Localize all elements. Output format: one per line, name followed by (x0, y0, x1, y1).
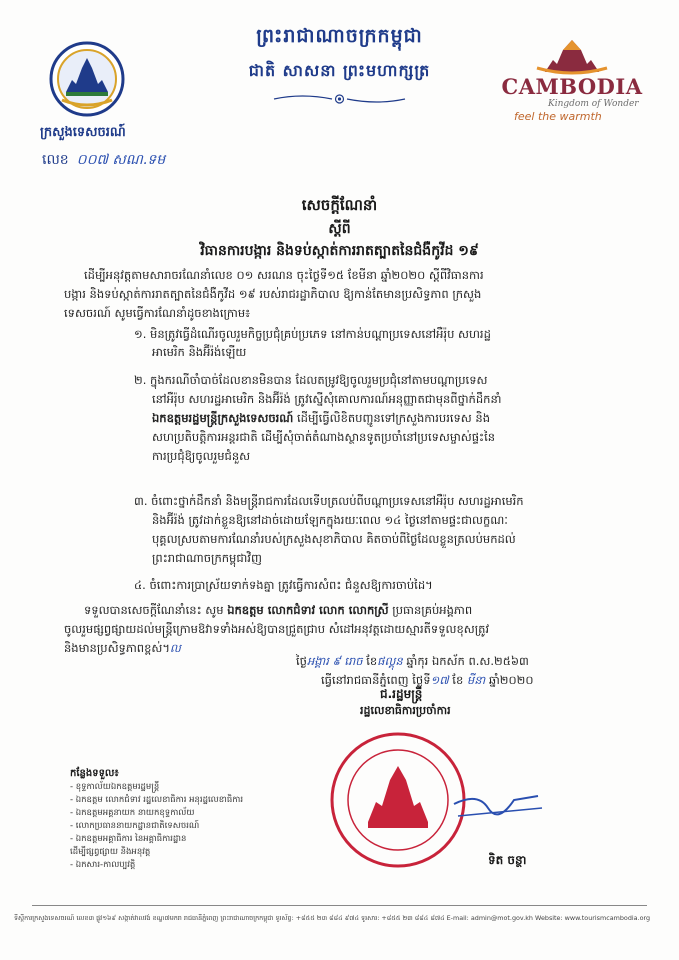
signatory-title: ជ.រដ្ឋមន្ត្រី (380, 687, 423, 701)
solar-date-text: ធ្វើនៅរាជធានីភ្នំពេញ ថ្ងៃទី (321, 673, 431, 687)
recipient-item: - ឯកសារ-កាលប្បវត្តិ (70, 860, 136, 870)
closing-line: ចូលរួមផ្សព្វផ្សាយដល់មន្ត្រីក្រោមឱវាទទាំងអស់ឱ្យបានជ្រួតជ្រាប សំដៅអនុវត្តដោយស្មារតីទទួលខុសត្រូវ (64, 622, 490, 636)
kingdom-heading: ព្រះរាជាណាចក្រកម្ពុជា (256, 25, 423, 47)
lunar-date-handwritten: អង្គារ ៩ រោច (306, 654, 363, 668)
minister-title-bold: ឯកឧត្តមរដ្ឋមន្ត្រីក្រសួងទេសចរណ៍ (152, 411, 294, 425)
brand-slogan: feel the warmth (514, 110, 602, 123)
closing-line (84, 603, 472, 617)
solar-day-handwritten: ១៧ (430, 673, 449, 687)
solar-date-text: ខែ (448, 673, 467, 687)
ornament-divider-icon (272, 92, 407, 106)
reference-label: លេខ (42, 152, 69, 168)
item-4-line: ៤. ចំពោះការប្រាស្រ័យទាក់ទងគ្នា ត្រូវធ្វើការសំពះ ជំនួសឱ្យការចាប់ដៃ។ (134, 578, 433, 592)
closing-line (64, 641, 181, 655)
recipient-item: - លោកប្រធាននាយកដ្ឋានជាតិទេសចរណ៍ (70, 821, 200, 831)
document-subtitle: ស្តីពី (328, 221, 351, 237)
signatory-position: រដ្ឋលេខាធិការប្រចាំការ (360, 704, 451, 717)
brand-tagline: Kingdom of Wonder (548, 99, 639, 109)
intro-line: ដើម្បីអនុវត្តតាមសារាចរណែនាំលេខ ០១ សរណន ចុះថ្ងៃទី១៥ ខែមីនា ឆ្នាំ២០២០ ស្តីពីវិធានការ (84, 268, 484, 282)
lunar-date-text: ឆ្នាំកុរ ឯកស័ក ព.ស.២៥៦៣ (402, 654, 529, 668)
solar-date (321, 673, 533, 687)
document-title: សេចក្តីណែនាំ (301, 196, 378, 214)
intro-line: ទេសចរណ៍ សូមធ្វើការណែនាំដូចខាងក្រោម៖ (64, 306, 251, 320)
recipient-item: - ខុទ្ទកាល័យឯកឧត្តមរដ្ឋមន្ត្រី (70, 782, 160, 792)
recipient-item: - ឯកឧត្តមអគ្គាធិការ នៃអគ្គាធិការដ្ឋាន (70, 834, 187, 844)
item-3-line: ព្រះរាជាណាចក្រកម្ពុជាវិញ (152, 551, 262, 565)
document-subject: វិធានការបង្ការ និងទប់ស្កាត់ការរាតត្បាតនៃជំងឺកូវីដ ១៩ (200, 243, 479, 259)
footer-contact: ទីស្តីការក្រសួងទេសចរណ៍ លេខ៣ ផ្លូវ១៦៩ សង្កាត់វាលវង់ ខណ្ឌ៧មករា រាជធានីភ្នំពេញ ព្រះរាជាណាចក្រកម្ពុជា ទូរស័ព្ទ: +៨៥៥ ២៣ ៨៨៤ ៩៧៤ ទូរសារ: +៨៥៥ ២៣ ៨៨៤ ៨៧៤ E-mail: admin@mot.gov.kh Website: www.tourismcambodia.org (14, 914, 651, 922)
item-1-line: ១. មិនត្រូវធ្វើដំណើរចូលរួមកិច្ចប្រជុំគ្រប់ប្រភេទ នៅកាន់បណ្តាប្រទេសនៅអឺរ៉ុប សហរដ្ឋ (134, 327, 491, 341)
closing-addressees: ឯកឧត្តម លោកជំទាវ លោក លោកស្រី (227, 603, 389, 617)
lunar-month-handwritten: ផល្គុន (377, 654, 403, 668)
reference-handwritten: ០០៧ សណ.ទម (76, 152, 166, 168)
item-2-line-rest: ដើម្បីធ្វើលិខិតបញ្ជូនទៅក្រសួងការបរទេស និង (293, 411, 491, 425)
item-2-line: ២. ក្នុងករណីចាំបាច់ដែលខានមិនបាន ដែលតម្រូវឱ្យចូលរួមប្រជុំនៅតាមបណ្តាប្រទេស (134, 373, 488, 387)
item-2-line: ការប្រជុំឱ្យចូលរួមជំនួស (152, 449, 251, 463)
intro-line: បង្ការ និងទប់ស្កាត់ការរាតត្បាតនៃជំងឺកូវីដ ១៩ របស់រាជរដ្ឋាភិបាល ឱ្យកាន់តែមានប្រសិទ្ធភាព ក្រសួង (64, 287, 482, 301)
recipient-item: ដើម្បីផ្សព្វផ្សាយ និងអនុវត្ត (70, 847, 151, 857)
lunar-date-text: ថ្ងៃ (296, 654, 307, 668)
recipient-item: - ឯកឧត្តមអគ្គនាយក នាយកខុទ្ទកាល័យ (70, 808, 195, 818)
ministry-emblem-icon (48, 40, 126, 118)
lunar-date (296, 654, 529, 668)
item-3-line: បុគ្គលស្របតាមការណែនាំរបស់ក្រសួងសុខាភិបាល គិតចាប់ពីថ្ងៃដែលខ្លួនត្រលប់មកដល់ (152, 532, 516, 546)
closing-text: ទទួលបានសេចក្តីណែនាំនេះ សូម (84, 603, 228, 617)
official-seal-icon (328, 696, 568, 906)
signatory-name: ទិត ចន្ថា (488, 853, 527, 867)
item-2-line: សហប្រតិបត្តិការអន្តរជាតិ ដើម្បីសុំចាត់តំណាងស្ថានទូតប្រចាំនៅប្រទេសម្ចាស់ផ្ទះនៃ (152, 430, 496, 444)
ministry-name: ក្រសួងទេសចរណ៍ (40, 125, 126, 140)
recipients-heading: កន្លែងទទួល៖ (70, 768, 119, 779)
brand-wordmark: CAMBODIA (501, 74, 643, 99)
solar-month-handwritten: មីនា (466, 673, 486, 687)
lunar-date-text: ខែ (362, 654, 378, 668)
item-2-line (152, 411, 490, 425)
item-1-line: អាមេរិក និងអ៊ីរ៉ង់ឡើយ (152, 345, 247, 359)
closing-text-end: ប្រធានគ្រប់អង្គភាព (388, 603, 473, 617)
item-2-line: នៅអឺរ៉ុប សហរដ្ឋអាមេរិក និងអ៊ីរ៉ង់ ត្រូវស្នើសុំគោលការណ៍អនុញ្ញាតជាមុនពីថ្នាក់ដឹកនាំ (152, 392, 502, 406)
handwritten-mark: ល (169, 641, 181, 655)
recipient-item: - ឯកឧត្តម លោកជំទាវ រដ្ឋលេខាធិការ អនុរដ្ឋលេខាធិការ (70, 795, 244, 805)
solar-date-text: ឆ្នាំ២០២០ (485, 673, 534, 687)
national-motto: ជាតិ សាសនា ព្រះមហាក្សត្រ (248, 61, 431, 80)
item-3-line: និងអ៊ីរ៉ង់ ត្រូវដាក់ខ្លួនឱ្យនៅដាច់ដោយឡែកក្នុងរយៈពេល ១៤ ថ្ងៃនៅតាមផ្ទះជាលក្ខណៈ (152, 513, 508, 527)
item-3-line: ៣. ចំពោះថ្នាក់ដឹកនាំ និងមន្ត្រីរាជការដែលទើបត្រលប់ពីបណ្តាប្រទេសនៅអឺរ៉ុប សហរដ្ឋអាមេរិក (134, 494, 524, 508)
footer-divider (32, 905, 647, 906)
closing-text: និងមានប្រសិទ្ធភាពខ្ពស់។ (64, 641, 170, 655)
reference-number (42, 150, 165, 171)
